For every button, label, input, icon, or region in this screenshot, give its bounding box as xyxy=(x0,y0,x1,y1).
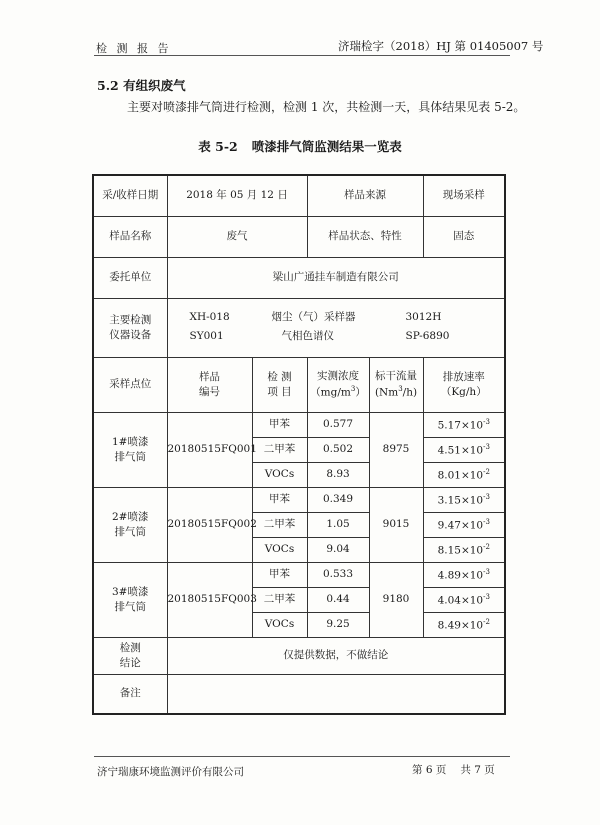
header-point: 采样点位 xyxy=(93,358,167,413)
header-divider xyxy=(94,55,510,56)
flow-rate: 8975 xyxy=(369,413,423,488)
concentration: 0.577 xyxy=(307,413,369,438)
header-sample: 样品 编号 xyxy=(167,358,252,413)
sampling-point: 2#喷漆 排气筒 xyxy=(93,488,167,563)
test-item: VOCs xyxy=(252,538,307,563)
emission-rate: $8.15\times 10^{-2}$ xyxy=(423,538,505,563)
sample-state-label: 样品状态、特性 xyxy=(307,217,423,258)
date-label: 采/收样日期 xyxy=(93,175,167,217)
table-row xyxy=(93,299,505,358)
test-item: VOCs xyxy=(252,613,307,638)
concentration: 0.533 xyxy=(307,563,369,588)
footer-divider xyxy=(94,756,510,757)
instrument-id: SY001 xyxy=(189,330,224,342)
conclusion-value: 仅提供数据，不做结论 xyxy=(167,638,505,675)
test-item: 甲苯 xyxy=(252,413,307,438)
header-item: 检 测 项 目 xyxy=(252,358,307,413)
report-number: 济瑞检字（2018）HJ 第 01405007 号 xyxy=(338,39,544,53)
header-concentration: 实测浓度 $(mg/m^3)$ xyxy=(307,358,369,413)
test-item: 二甲苯 xyxy=(252,513,307,538)
concentration: 9.25 xyxy=(307,613,369,638)
intro-paragraph: 主要对喷漆排气筒进行检测，检测 1 次，共检测一天，具体结果见表 5-2。 xyxy=(127,100,526,114)
header-left: 检 测 报 告 xyxy=(96,42,172,55)
date-value: 2018 年 05 月 12 日 xyxy=(167,175,307,217)
table-number: 表 5-2 xyxy=(198,139,238,154)
concentration: 0.502 xyxy=(307,438,369,463)
table-row xyxy=(93,563,505,588)
test-item: 甲苯 xyxy=(252,488,307,513)
sample-name-label: 样品名称 xyxy=(93,217,167,258)
table-row xyxy=(93,175,505,217)
flow-rate: 9180 xyxy=(369,563,423,638)
note-label: 备注 xyxy=(93,675,167,715)
page-number: 第 6 页 xyxy=(412,764,447,776)
concentration: 0.349 xyxy=(307,488,369,513)
concentration: 9.04 xyxy=(307,538,369,563)
source-label: 样品来源 xyxy=(307,175,423,217)
table-row xyxy=(93,488,505,513)
concentration: 0.44 xyxy=(307,588,369,613)
sample-id: 20180515FQ003 xyxy=(167,563,252,638)
instrument-model: SP-6890 xyxy=(405,330,450,342)
client-label: 委托单位 xyxy=(93,258,167,299)
table-row xyxy=(93,638,505,675)
instrument-name: 气相色谱仪 xyxy=(281,330,334,342)
emission-rate: $4.51\times 10^{-3}$ xyxy=(423,438,505,463)
header-rate: 排放速率（Kg/h） xyxy=(423,358,505,413)
header-flow: 标干流量 (Nm$^3$/h) xyxy=(369,358,423,413)
note-value xyxy=(167,675,505,715)
footer-company: 济宁瑞康环境监测评价有限公司 xyxy=(97,766,244,778)
instrument-model: 3012H xyxy=(405,311,442,323)
sample-name-value: 废气 xyxy=(167,217,307,258)
source-value: 现场采样 xyxy=(423,175,505,217)
table-row xyxy=(93,258,505,299)
client-value: 梁山广通挂车制造有限公司 xyxy=(167,258,505,299)
sample-state-value: 固态 xyxy=(423,217,505,258)
test-item: 二甲苯 xyxy=(252,588,307,613)
table-title xyxy=(0,137,600,155)
footer-pagination xyxy=(412,762,509,777)
table-caption: 喷漆排气筒监测结果一览表 xyxy=(251,139,402,154)
test-item: VOCs xyxy=(252,463,307,488)
flow-rate: 9015 xyxy=(369,488,423,563)
page-total: 共 7 页 xyxy=(460,764,495,776)
instrument-id: XH-018 xyxy=(189,311,230,323)
sample-id: 20180515FQ002 xyxy=(167,488,252,563)
test-item: 甲苯 xyxy=(252,563,307,588)
concentration: 1.05 xyxy=(307,513,369,538)
emission-rate: $5.17\times 10^{-3}$ xyxy=(423,413,505,438)
instrument-name: 烟尘（气）采样器 xyxy=(271,311,356,323)
emission-rate: $3.15\times 10^{-3}$ xyxy=(423,488,505,513)
table-row xyxy=(93,413,505,438)
instruments-list xyxy=(167,299,505,358)
table-row xyxy=(93,675,505,715)
table-row xyxy=(93,217,505,258)
emission-rate: $8.01\times 10^{-2}$ xyxy=(423,463,505,488)
test-item: 二甲苯 xyxy=(252,438,307,463)
sampling-point: 3#喷漆 排气筒 xyxy=(93,563,167,638)
sampling-point: 1#喷漆 排气筒 xyxy=(93,413,167,488)
emission-rate: $4.04\times 10^{-3}$ xyxy=(423,588,505,613)
results-table xyxy=(92,174,506,715)
concentration: 8.93 xyxy=(307,463,369,488)
conclusion-label: 检测 结论 xyxy=(93,638,167,675)
section-title: 5.2 有组织废气 xyxy=(97,78,186,93)
sample-id: 20180515FQ001 xyxy=(167,413,252,488)
table-header-row xyxy=(93,358,505,413)
instruments-label: 主要检测 仪器设备 xyxy=(93,299,167,358)
emission-rate: $8.49\times 10^{-2}$ xyxy=(423,613,505,638)
emission-rate: $9.47\times 10^{-3}$ xyxy=(423,513,505,538)
emission-rate: $4.89\times 10^{-3}$ xyxy=(423,563,505,588)
